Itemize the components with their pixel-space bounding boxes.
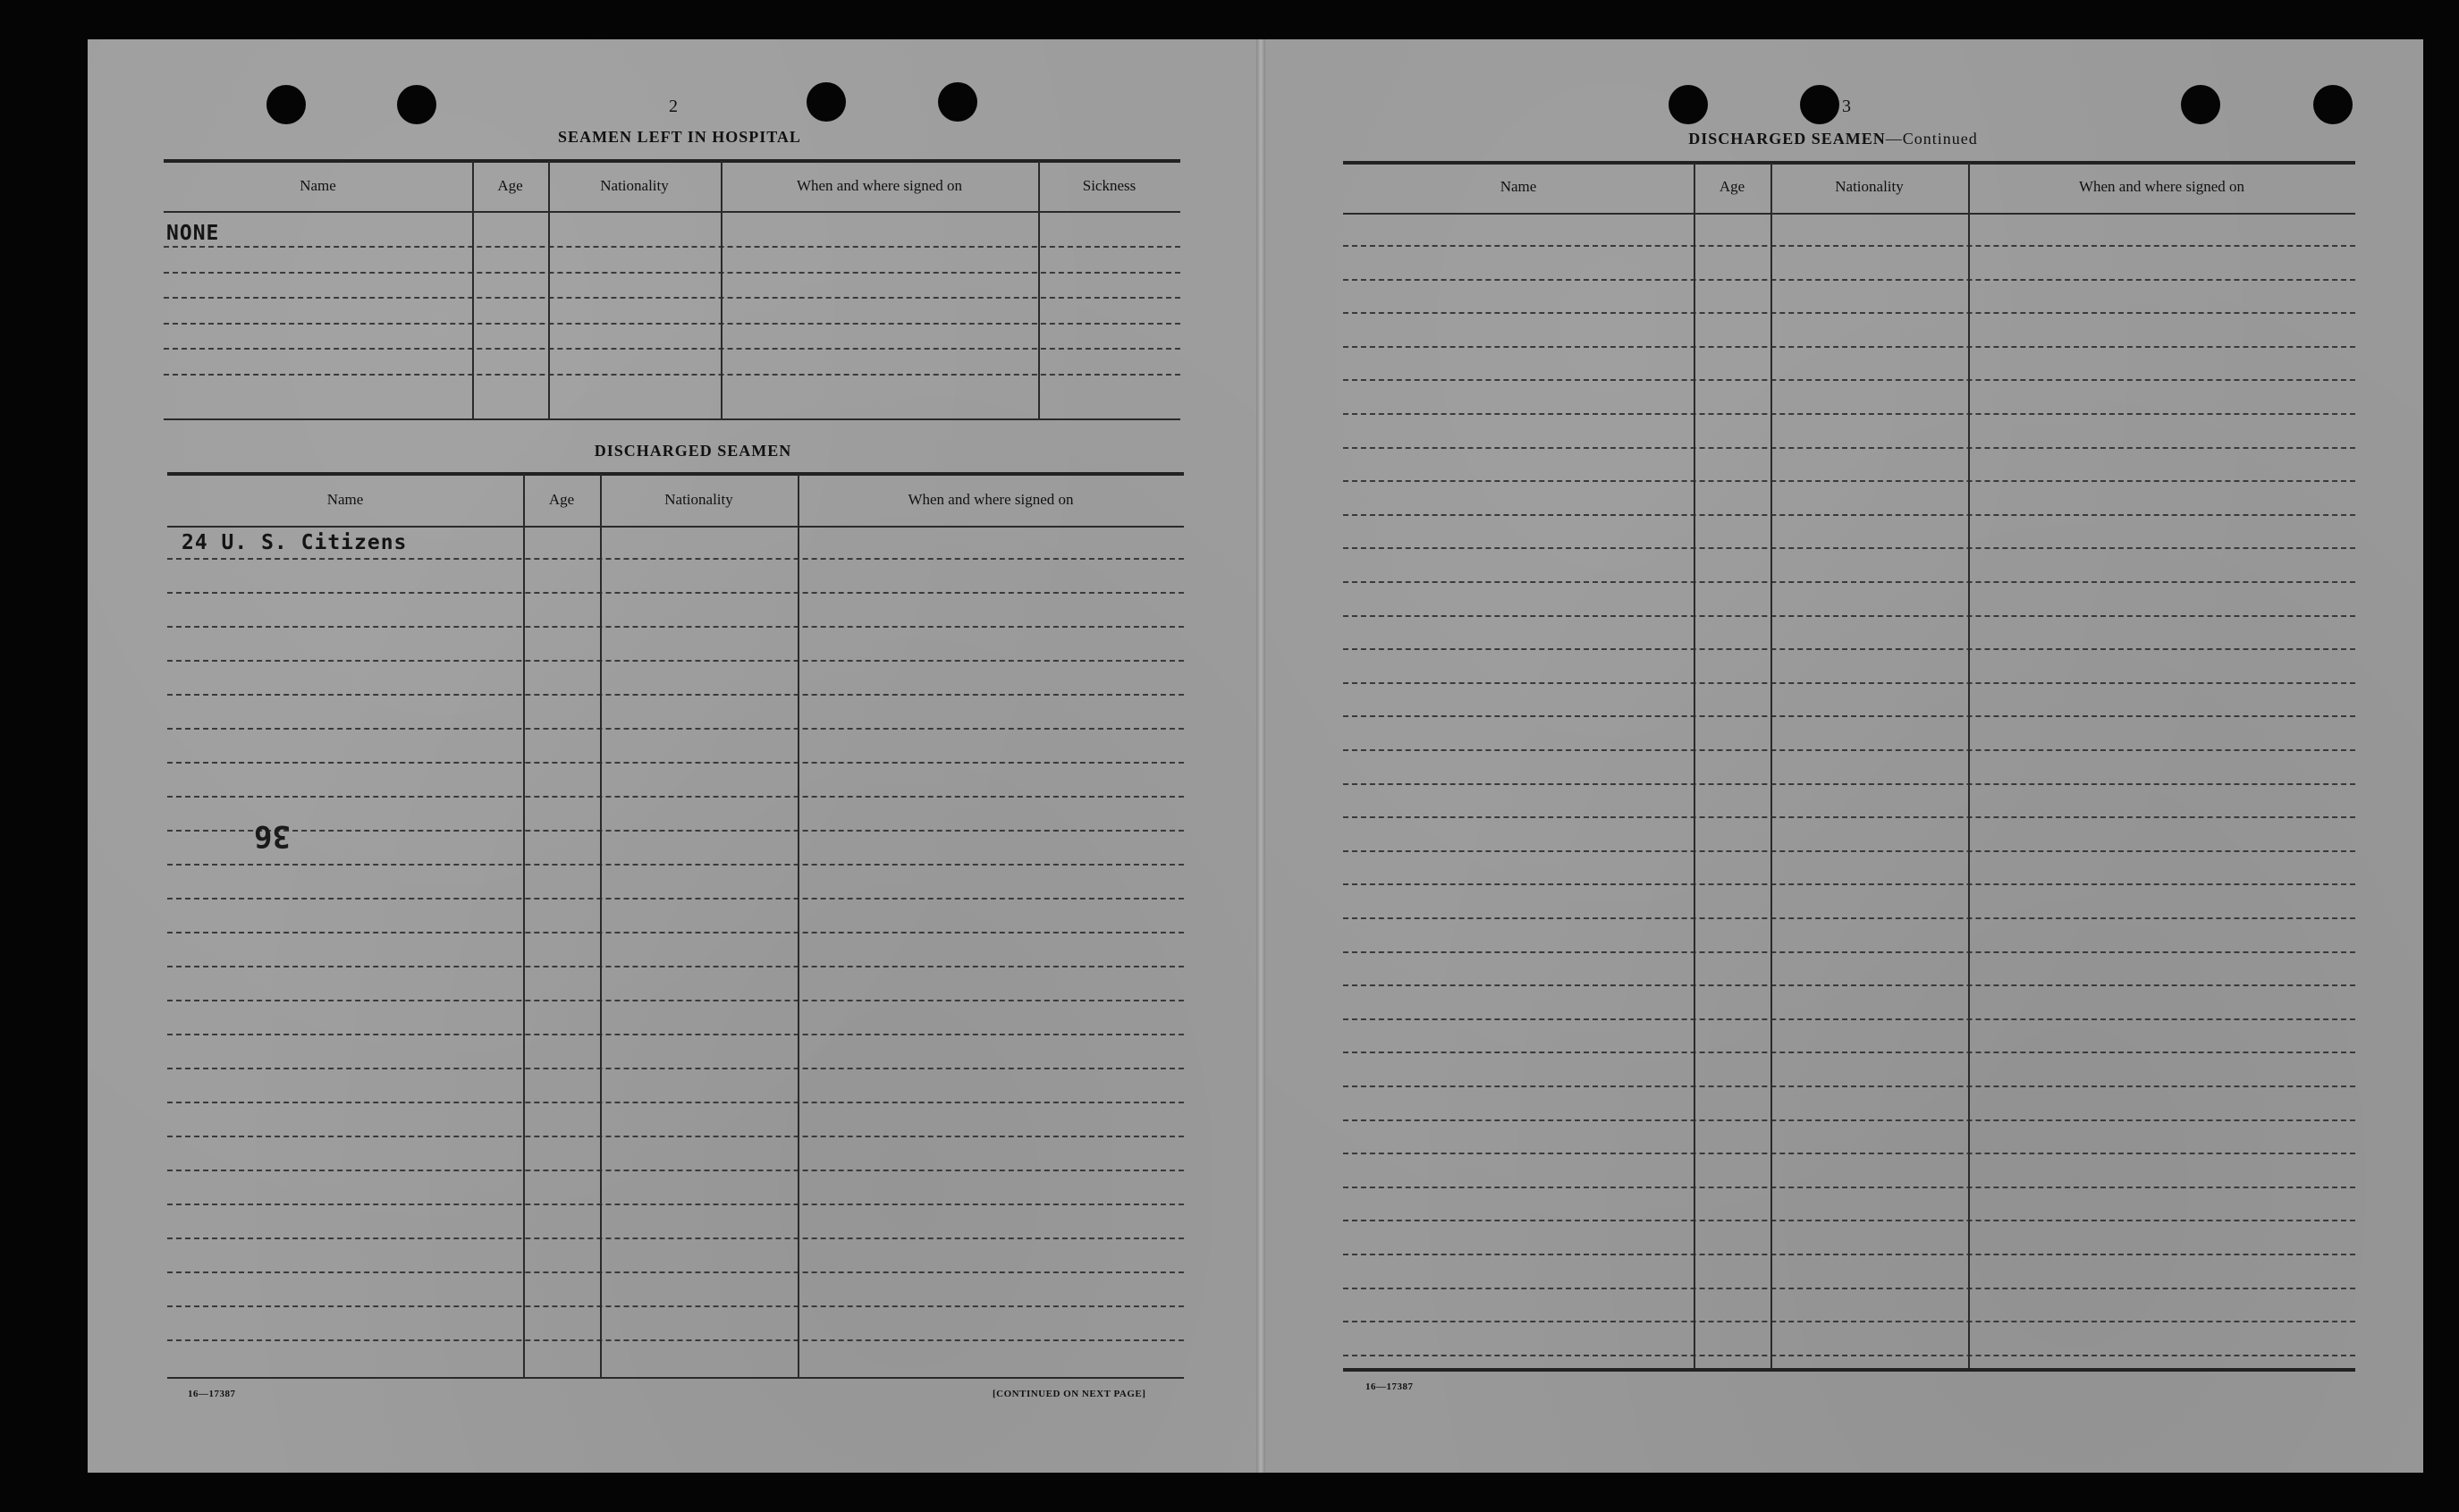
column-divider: [1968, 163, 1970, 1370]
row-rule: [167, 626, 1184, 628]
left-form-number: 16—17387: [188, 1389, 236, 1399]
row-rule: [1343, 749, 2355, 751]
punch-hole: [2181, 85, 2220, 124]
punch-hole: [807, 82, 846, 122]
header-rule: [1343, 213, 2355, 215]
right-page-number: 3: [1842, 97, 1851, 116]
discharged-col-signed-on: When and where signed on: [908, 491, 1074, 508]
row-rule: [164, 246, 1180, 248]
row-rule: [1343, 1220, 2355, 1221]
row-rule: [167, 728, 1184, 730]
row-rule: [1343, 480, 2355, 482]
row-rule: [1343, 514, 2355, 516]
row-rule: [167, 864, 1184, 866]
column-divider: [1038, 161, 1040, 420]
column-divider: [600, 474, 602, 1379]
column-divider: [721, 161, 722, 420]
row-rule: [1343, 413, 2355, 415]
row-rule: [1343, 1355, 2355, 1356]
row-rule: [1343, 682, 2355, 684]
hospital-table-top-rule: [164, 159, 1180, 163]
right-col-name: Name: [1500, 178, 1537, 195]
center-fold: [1256, 39, 1265, 1473]
right-col-nationality: Nationality: [1835, 178, 1904, 195]
row-rule: [167, 1068, 1184, 1069]
discharged-section-title: DISCHARGED SEAMEN: [594, 442, 792, 460]
row-rule: [167, 966, 1184, 967]
left-page: [88, 39, 1261, 1473]
punch-hole: [1669, 85, 1708, 124]
row-rule: [1343, 346, 2355, 348]
punch-hole: [938, 82, 977, 122]
hospital-col-nationality: Nationality: [600, 177, 669, 194]
discharged-col-age: Age: [548, 491, 575, 508]
row-rule: [167, 1102, 1184, 1103]
row-rule: [167, 830, 1184, 832]
right-page: [1261, 39, 2423, 1473]
header-rule: [164, 211, 1180, 213]
row-rule: [1343, 1288, 2355, 1289]
row-rule: [1343, 1321, 2355, 1322]
hospital-col-name: Name: [300, 177, 336, 194]
row-rule: [167, 694, 1184, 696]
row-rule: [1343, 1119, 2355, 1121]
row-rule: [1343, 648, 2355, 650]
punch-hole: [2313, 85, 2353, 124]
hospital-col-sickness: Sickness: [1082, 177, 1137, 194]
discharged-entry: 24 U. S. Citizens: [182, 531, 408, 554]
column-divider: [1694, 163, 1695, 1370]
row-rule: [167, 1034, 1184, 1035]
row-rule: [1343, 1254, 2355, 1255]
hospital-col-age: Age: [497, 177, 523, 194]
row-rule: [1343, 1018, 2355, 1020]
right-table-bottom-rule: [1343, 1368, 2355, 1372]
header-rule: [167, 526, 1184, 528]
punch-hole: [397, 85, 436, 124]
column-divider: [798, 474, 799, 1379]
row-rule: [1343, 883, 2355, 885]
punch-hole: [1800, 85, 1839, 124]
row-rule: [1343, 715, 2355, 717]
row-rule: [167, 1271, 1184, 1273]
continued-note: [CONTINUED ON NEXT PAGE]: [993, 1389, 1146, 1399]
row-rule: [1343, 279, 2355, 281]
discharged-col-nationality: Nationality: [664, 491, 733, 508]
row-rule: [1343, 850, 2355, 852]
row-rule: [167, 796, 1184, 798]
row-rule: [167, 762, 1184, 764]
row-rule: [1343, 1153, 2355, 1154]
row-rule: [1343, 1052, 2355, 1053]
row-rule: [167, 898, 1184, 900]
row-rule: [167, 660, 1184, 662]
right-section-title: [1654, 130, 2012, 148]
left-page-number: 2: [669, 97, 678, 116]
row-rule: [1343, 547, 2355, 549]
row-rule: [167, 1339, 1184, 1341]
row-rule: [167, 1000, 1184, 1001]
row-rule: [164, 272, 1180, 274]
row-rule: [1343, 917, 2355, 919]
discharged-table-top-rule: [167, 472, 1184, 476]
hospital-col-signed-on: When and where signed on: [796, 177, 963, 194]
right-title-bold: DISCHARGED SEAMEN: [1688, 130, 1886, 148]
row-rule: [164, 323, 1180, 325]
row-rule: [1343, 615, 2355, 617]
row-rule: [1343, 312, 2355, 314]
row-rule: [164, 348, 1180, 350]
punch-hole: [266, 85, 306, 124]
right-title-rest: —Continued: [1885, 130, 1978, 148]
row-rule: [1343, 447, 2355, 449]
column-divider: [472, 161, 474, 420]
row-rule: [167, 592, 1184, 594]
right-form-number: 16—17387: [1365, 1381, 1414, 1392]
row-rule: [167, 1204, 1184, 1205]
row-rule: [167, 558, 1184, 560]
row-rule: [164, 297, 1180, 299]
row-rule: [1343, 984, 2355, 986]
row-rule: [167, 932, 1184, 933]
right-col-signed-on: When and where signed on: [2078, 178, 2245, 195]
row-rule: [1343, 245, 2355, 247]
row-rule: [1343, 951, 2355, 953]
bottom-rule: [167, 1377, 1184, 1379]
row-rule: [167, 1237, 1184, 1239]
stray-mark: 36: [254, 818, 291, 854]
row-rule: [1343, 581, 2355, 583]
row-rule: [1343, 1187, 2355, 1188]
discharged-col-name: Name: [326, 491, 364, 508]
row-rule: [1343, 783, 2355, 785]
row-rule: [167, 1305, 1184, 1307]
row-rule: [167, 1136, 1184, 1137]
row-rule: [1343, 816, 2355, 818]
column-divider: [523, 474, 525, 1379]
column-divider: [1770, 163, 1772, 1370]
row-rule: [164, 374, 1180, 376]
right-table-top-rule: [1343, 161, 2355, 165]
hospital-entry: NONE: [166, 222, 220, 245]
row-rule: [1343, 379, 2355, 381]
right-col-age: Age: [1719, 178, 1745, 195]
bottom-rule: [164, 418, 1180, 420]
row-rule: [1343, 1085, 2355, 1087]
column-divider: [548, 161, 550, 420]
row-rule: [167, 1170, 1184, 1171]
hospital-section-title: SEAMEN LEFT IN HOSPITAL: [558, 128, 801, 146]
